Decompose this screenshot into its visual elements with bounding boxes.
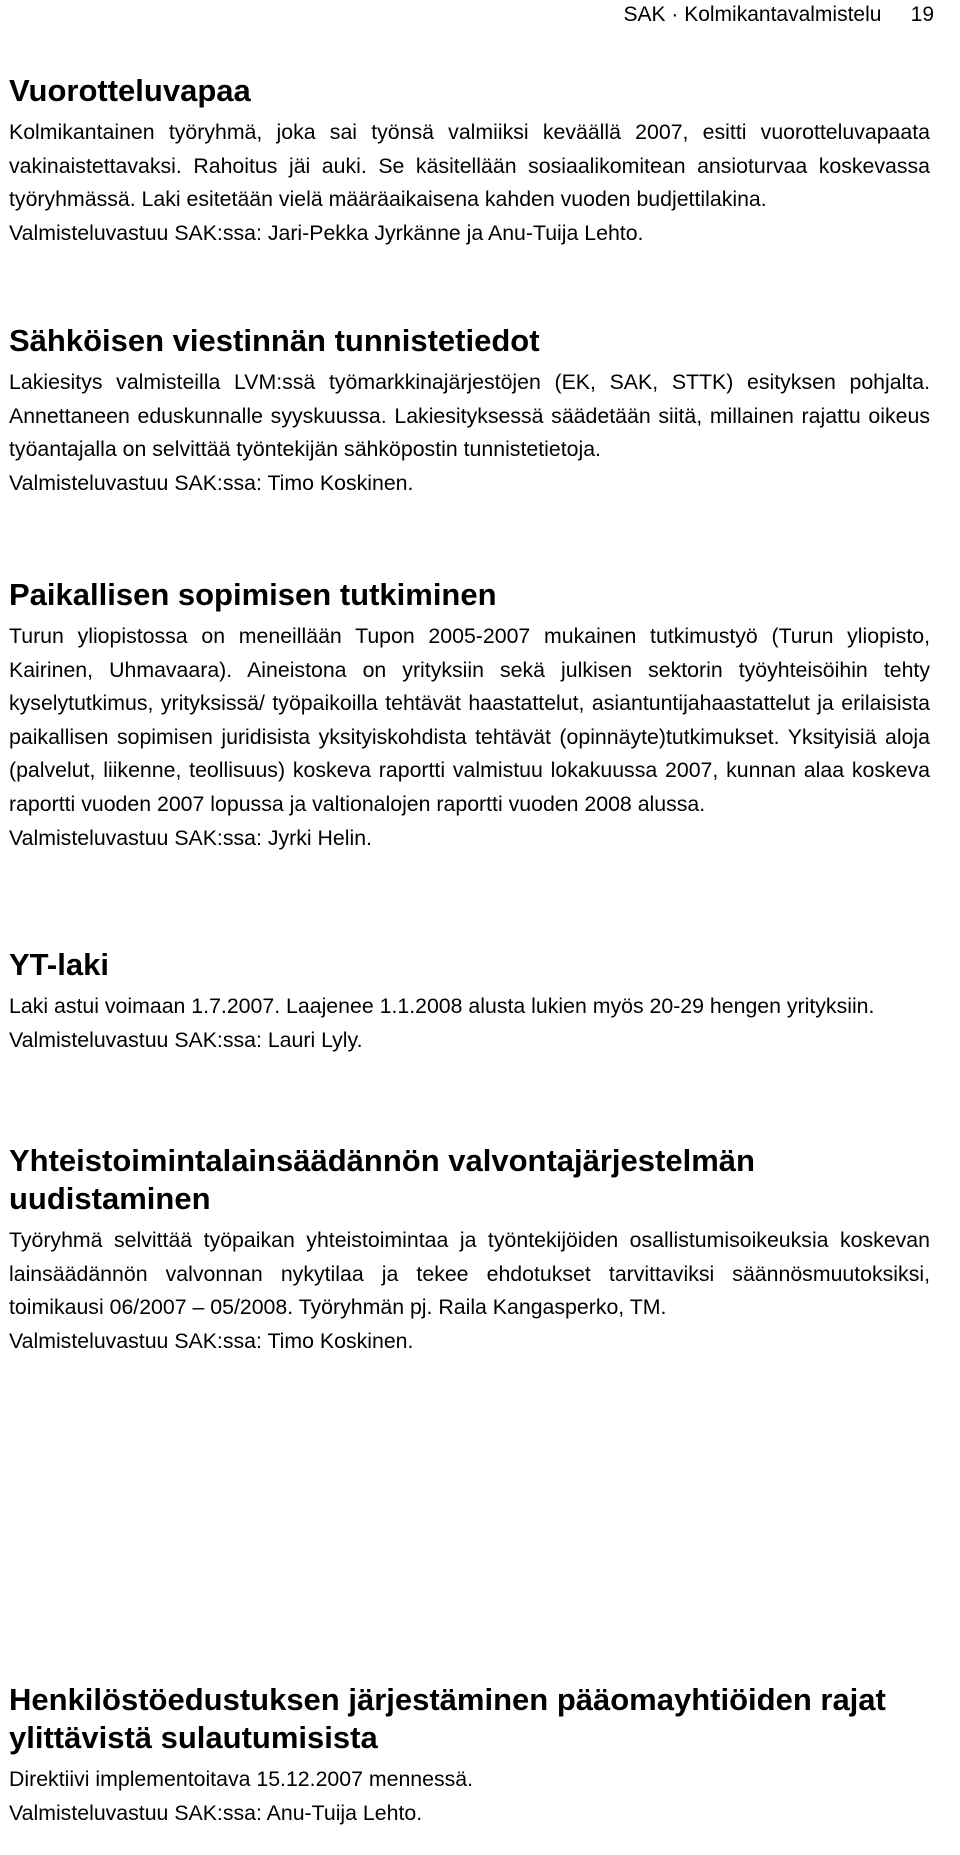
section-heading: Sähköisen viestinnän tunnistetiedot bbox=[9, 323, 540, 358]
section-heading: Vuorotteluvapaa bbox=[9, 73, 251, 108]
page-header bbox=[0, 2, 934, 28]
section-heading: Yhteistoimintalainsäädännön valvontajärjestelmän uudistaminen bbox=[9, 1143, 755, 1216]
section-paragraph: Työryhmä selvittää työpaikan yhteistoimintaa ja työntekijöiden osallistumisoikeuksia koskevan lainsäädännön valvonnan nykytilaa ja tekee ehdotukset tarvittaviksi säännösmuutoksiksi, toimikausi 06/2007 – 05/2008. Työryhmän pj. Raila Kangasperko, TM. bbox=[9, 1228, 930, 1320]
section-heading: Paikallisen sopimisen tutkiminen bbox=[9, 577, 497, 612]
section-paikallinen-sopiminen bbox=[9, 576, 930, 855]
section-tunnistetiedot bbox=[9, 322, 930, 500]
responsibility-line: Valmisteluvastuu SAK:ssa: Lauri Lyly. bbox=[9, 1027, 363, 1052]
section-heading: Henkilöstöedustuksen järjestäminen pääomayhtiöiden rajat ylittävistä sulautumisista bbox=[9, 1682, 886, 1755]
responsibility-line: Valmisteluvastuu SAK:ssa: Jari-Pekka Jyrkänne ja Anu-Tuija Lehto. bbox=[9, 220, 644, 245]
responsibility-line: Valmisteluvastuu SAK:ssa: Jyrki Helin. bbox=[9, 825, 372, 850]
section-henkilostoedustus bbox=[9, 1681, 930, 1830]
section-valvontajarjestelma bbox=[9, 1142, 930, 1358]
section-paragraph: Direktiivi implementoitava 15.12.2007 mennessä. bbox=[9, 1767, 474, 1791]
section-paragraph: Turun yliopistossa on meneillään Tupon 2005-2007 mukainen tutkimustyö (Turun yliopisto, Kairinen, Uhmavaara). Aineistona on yrityksiin sekä julkisen sektorin työyhteisöihin tehty kyselytutkimus, yrityksissä/ työpaikoilla tehtävät haastattelut, asiantuntijahaastattelut ja erilaisista paikallisen sopimisen juridisista yksityiskohdista tehtävät (opinnäyte)tutkimukset. Yksityisiä aloja (palvelut, liikenne, teollisuus) koskeva raportti valmistuu lokakuussa 2007, kunnan alaa koskeva raportti vuoden 2007 lopussa ja valtionalojen raportti vuoden 2008 alussa. bbox=[9, 624, 930, 816]
section-paragraph: Lakiesitys valmisteilla LVM:ssä työmarkkinajärjestöjen (EK, SAK, STTK) esityksen pohjalta. Annettaneen eduskunnalle syyskuussa. Lakiesityksessä säädetään siitä, millainen rajattu oikeus työantajalla on selvittää työntekijän sähköpostin tunnistetietoja. bbox=[9, 370, 930, 462]
running-title: SAK · Kolmikantavalmistelu bbox=[623, 3, 882, 26]
responsibility-line: Valmisteluvastuu SAK:ssa: Anu-Tuija Lehto. bbox=[9, 1800, 423, 1825]
section-yt-laki bbox=[9, 946, 930, 1057]
section-paragraph: Laki astui voimaan 1.7.2007. Laajenee 1.1.2008 alusta lukien myös 20-29 hengen yrityksiin. bbox=[9, 994, 875, 1018]
section-heading: YT-laki bbox=[9, 947, 109, 982]
page-number: 19 bbox=[910, 3, 934, 26]
section-paragraph: Kolmikantainen työryhmä, joka sai työnsä valmiiksi keväällä 2007, esitti vuorotteluvapaata vakinaistettavaksi. Rahoitus jäi auki. Se käsitellään sosiaalikomitean ansioturvaa koskevassa työryhmässä. Laki esitetään vielä määräaikaisena kahden vuoden budjettilakina. bbox=[9, 120, 930, 212]
responsibility-line: Valmisteluvastuu SAK:ssa: Timo Koskinen. bbox=[9, 470, 414, 495]
section-vuorotteluvapaa bbox=[9, 72, 930, 250]
responsibility-line: Valmisteluvastuu SAK:ssa: Timo Koskinen. bbox=[9, 1328, 414, 1353]
